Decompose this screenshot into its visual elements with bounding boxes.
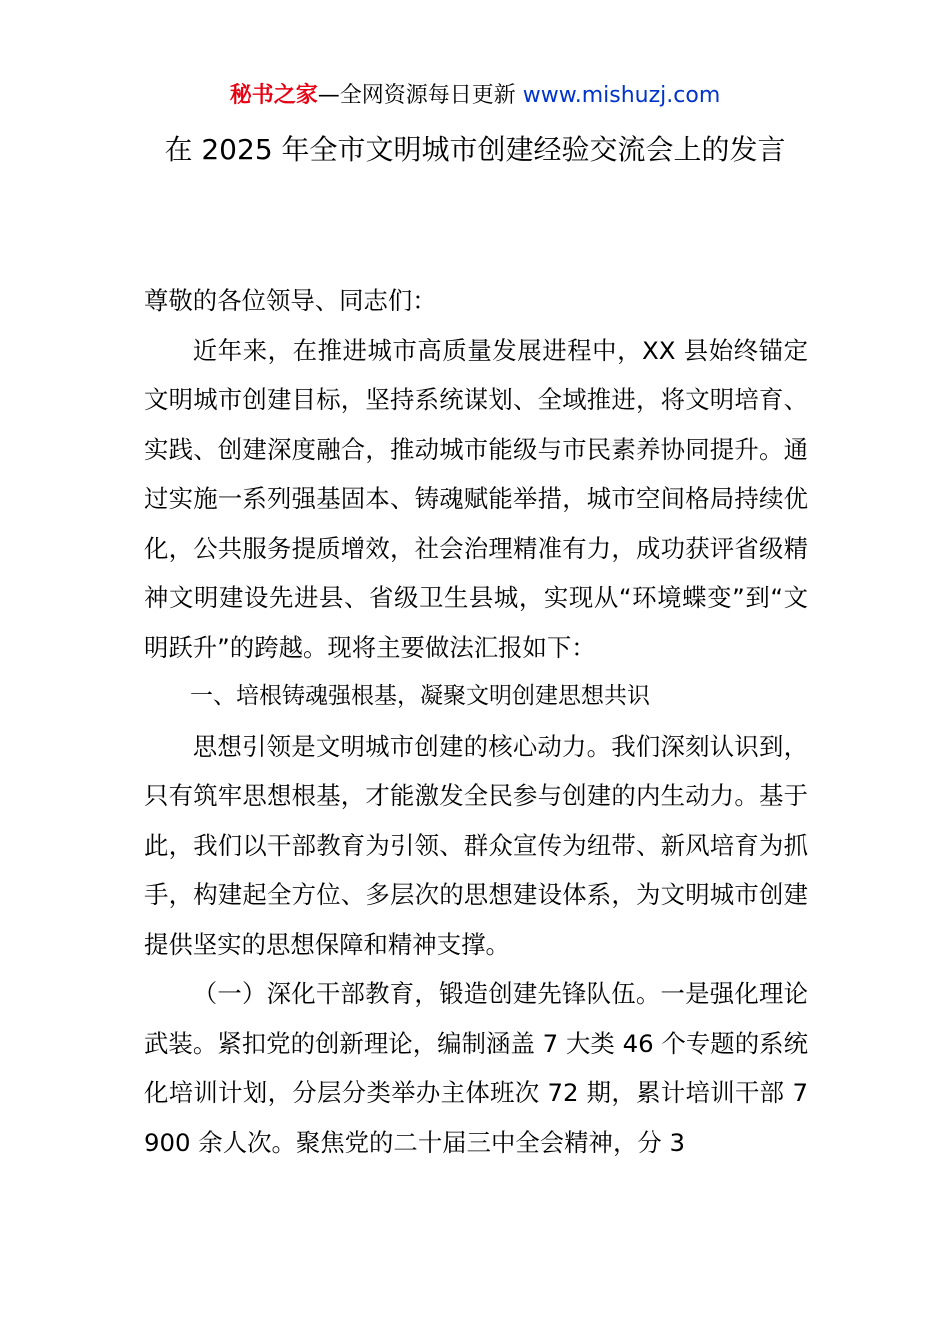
document-title: 在 2025 年全市文明城市创建经验交流会上的发言	[164, 133, 786, 166]
site-url[interactable]: www.mishuzj.com	[522, 83, 721, 108]
paragraph-section-intro: 思想引领是文明城市创建的核心动力。我们深刻认识到，只有筑牢思想根基，才能激发全民参与创建的内生动力。基于此，我们以干部教育为引领、群众宣传为纽带、新风培育为抓手，构建起全方位、多层次的思想建设体系，为文明城市创建提供坚实的思想保障和精神支撑。	[144, 731, 808, 959]
site-tagline: —全网资源每日更新	[317, 83, 523, 108]
salutation: 尊敬的各位领导、同志们：	[144, 286, 437, 315]
site-header	[0, 80, 950, 112]
paragraph-intro: 近年来，在推进城市高质量发展进程中，XX 县始终锚定文明城市创建目标，坚持系统谋划、全域推进，将文明培育、实践、创建深度融合，推动城市能级与市民素养协同提升。通过实施一系列强基固本、铸魂赋能举措，城市空间格局持续优化，公共服务提质增效，社会治理精准有力，成功获评省级精神文明建设先进县、省级卫生县城，实现从“环境蝶变”到“文明跃升”的跨越。现将主要做法汇报如下：	[144, 335, 808, 662]
document-body	[144, 276, 808, 1167]
paragraph-subsection: （一）深化干部教育，锻造创建先锋队伍。一是强化理论武装。紧扣党的创新理论，编制涵盖 7 大类 46 个专题的系统化培训计划，分层分类举办主体班次 72 期，累计培训干部 7900 余人次。聚焦党的二十届三中全会精神，分 3	[144, 979, 808, 1157]
section-heading: 一、培根铸魂强根基，凝聚文明创建思想共识	[190, 683, 650, 709]
site-brand: 秘书之家	[229, 83, 318, 108]
